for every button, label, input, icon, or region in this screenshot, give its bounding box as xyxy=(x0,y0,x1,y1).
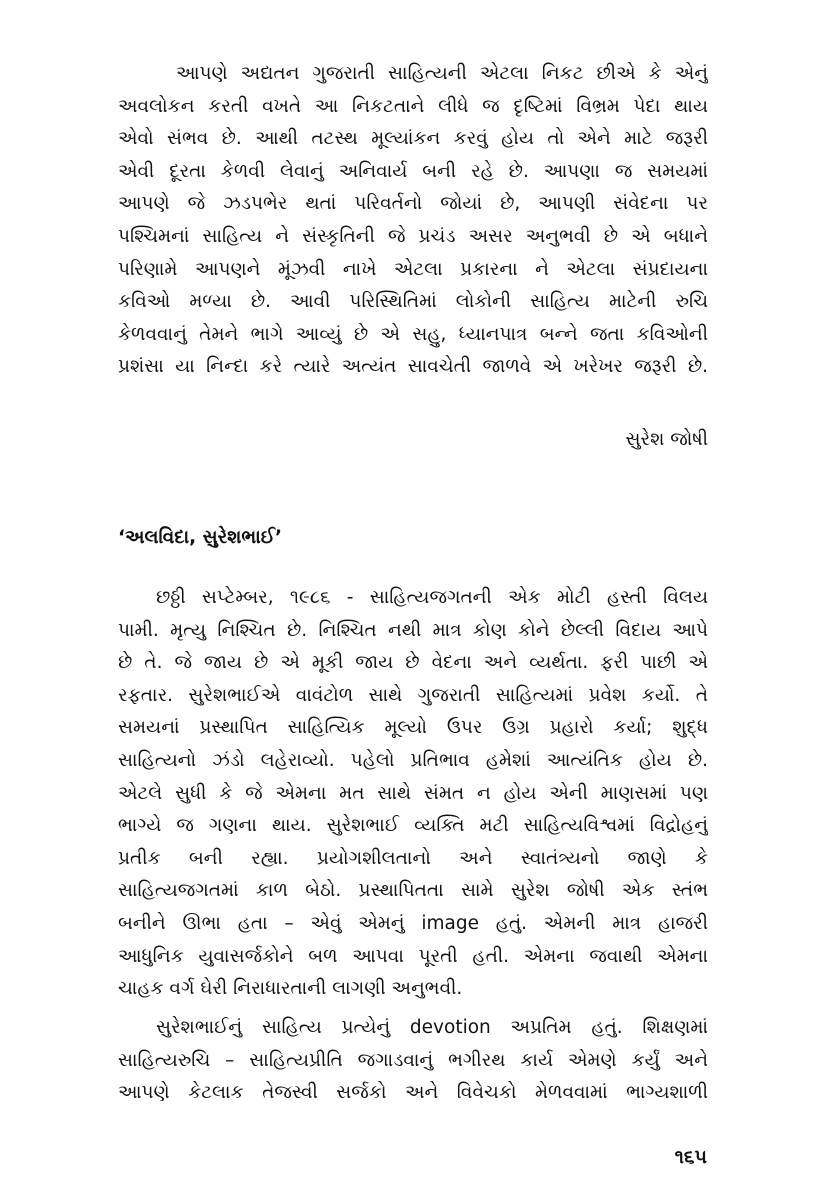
text-line: છે તે. જે જાય છે એ મૂકી જાય છે વેદના અને વ્યર્થતા. ફરી પાછી એ xyxy=(118,652,708,674)
text-line: સાહિત્યનો ઝંડો લહેરાવ્યો. પહેલો પ્રતિભાવ હમેશાં આત્યંતિક હોય છે. xyxy=(118,749,708,771)
text-line: પરિણામે આપણને મૂંઝવી નાખે એટલા પ્રકારના ને એટલા સંપ્રદાયના xyxy=(118,258,708,280)
text-line: એટલે સુધી કે જે એમના મત સાથે સંમત ન હોય એની માણસમાં પણ xyxy=(118,782,708,804)
text-line: રફતાર. સુરેશભાઈએ વાવંટોળ સાથે ગુજરાતી સાહિત્યમાં પ્રવેશ કર્યો. તે xyxy=(118,684,708,706)
text-line: આપણે કેટલાક તેજસ્વી સર્જકો અને વિવેચકો મેળવવામાં ભાગ્યશાળી xyxy=(118,1082,708,1104)
section-heading: ‘અલવિદા, સુરેશભાઈ’ xyxy=(118,527,283,548)
text-line: કવિઓ મળ્યા છે. આવી પરિસ્થિતિમાં લોકોની સાહિત્ય માટેની રુચિ xyxy=(118,291,708,313)
paragraph-tribute xyxy=(118,582,708,1006)
text-line: એવો સંભવ છે. આથી તટસ્થ મૂલ્યાંકન કરવું હોય તો એને માટે જરૂરી xyxy=(118,128,708,150)
text-line: અવલોકન કરતી વખતે આ નિકટતાને લીધે જ દૃષ્ટિમાં વિભ્રમ પેદા થાય xyxy=(118,95,708,117)
text-line: ભાગ્યે જ ગણના થાય. સુરેશભાઈ વ્યક્તિ મટી સાહિત્યવિશ્વમાં વિદ્રોહનું xyxy=(118,815,708,837)
text-line: ચાહક વર્ગ ઘેરી નિરાધારતાની લાગણી અનુભવી. xyxy=(118,978,463,1000)
paragraph-intro xyxy=(118,58,708,384)
text-line: છઠ્ઠી સપ્ટેમ્બર, ૧૯૮૬ - સાહિત્યજગતની એક મોટી હસ્તી વિલય xyxy=(156,587,708,608)
text-line: સમયનાં પ્રસ્થાપિત સાહિત્યિક મૂલ્યો ઉપર ઉગ્ર પ્રહારો કર્યા; શુદ્ધ xyxy=(118,717,708,739)
author-signature: સુરેશ જોષી xyxy=(625,429,708,450)
text-line: પશ્ચિમનાં સાહિત્ય ને સંસ્કૃતિની જે પ્રચંડ અસર અનુભવી છે એ બધાને xyxy=(118,225,708,247)
text-line: પ્રશંસા યા નિન્દા કરે ત્યારે અત્યંત સાવચેતી જાળવે એ ખરેખર જરૂરી છે. xyxy=(118,356,708,378)
paragraph-devotion xyxy=(118,1012,708,1110)
text-line: સાહિત્યરુચિ – સાહિત્યપ્રીતિ જગાડવાનું ભગીરથ કાર્ય એમણે કર્યું અને xyxy=(118,1049,708,1071)
page-number: ૧૬૫ xyxy=(674,1146,707,1168)
text-line: સુરેશભાઈનું સાહિત્ય પ્રત્યેનું devotion અપ્રતિમ હતું. શિક્ષણમાં xyxy=(156,1017,708,1038)
text-line: આપણે જે ઝડપભેર થતાં પરિવર્તનો જોયાં છે, આપણી સંવેદના પર xyxy=(118,193,708,215)
text-line: પામી. મૃત્યુ નિશ્ચિત છે. નિશ્ચિત નથી માત્ર કોણ કોને છેલ્લી વિદાય આપે xyxy=(118,619,708,641)
text-line: પ્રતીક બની રહ્યા. પ્રયોગશીલતાનો અને સ્વાતંત્ર્યનો જાણે કે xyxy=(118,847,708,869)
text-line: કેળવવાનું તેમને ભાગે આવ્યું છે એ સહુ, ધ્યાનપાત્ર બન્ને જતા કવિઓની xyxy=(118,323,708,345)
text-line: એવી દૂરતા કેળવી લેવાનું અનિવાર્ય બની રહે છે. આપણા જ સમયમાં xyxy=(118,160,708,182)
text-line: બનીને ઊભા હતા – એવું એમનું image હતું. એમની માત્ર હાજરી xyxy=(118,912,708,934)
text-line: આપણે અદ્યતન ગુજરાતી સાહિત્યની એટલા નિકટ છીએ કે એનું xyxy=(176,63,708,84)
text-line: આધુનિક યુવાસર્જકોને બળ આપવા પૂરતી હતી. એમના જવાથી એમના xyxy=(118,945,708,967)
text-line: સાહિત્યજગતમાં કાળ બેઠો. પ્રસ્થાપિતતા સામે સુરેશ જોષી એક સ્તંભ xyxy=(118,880,708,902)
